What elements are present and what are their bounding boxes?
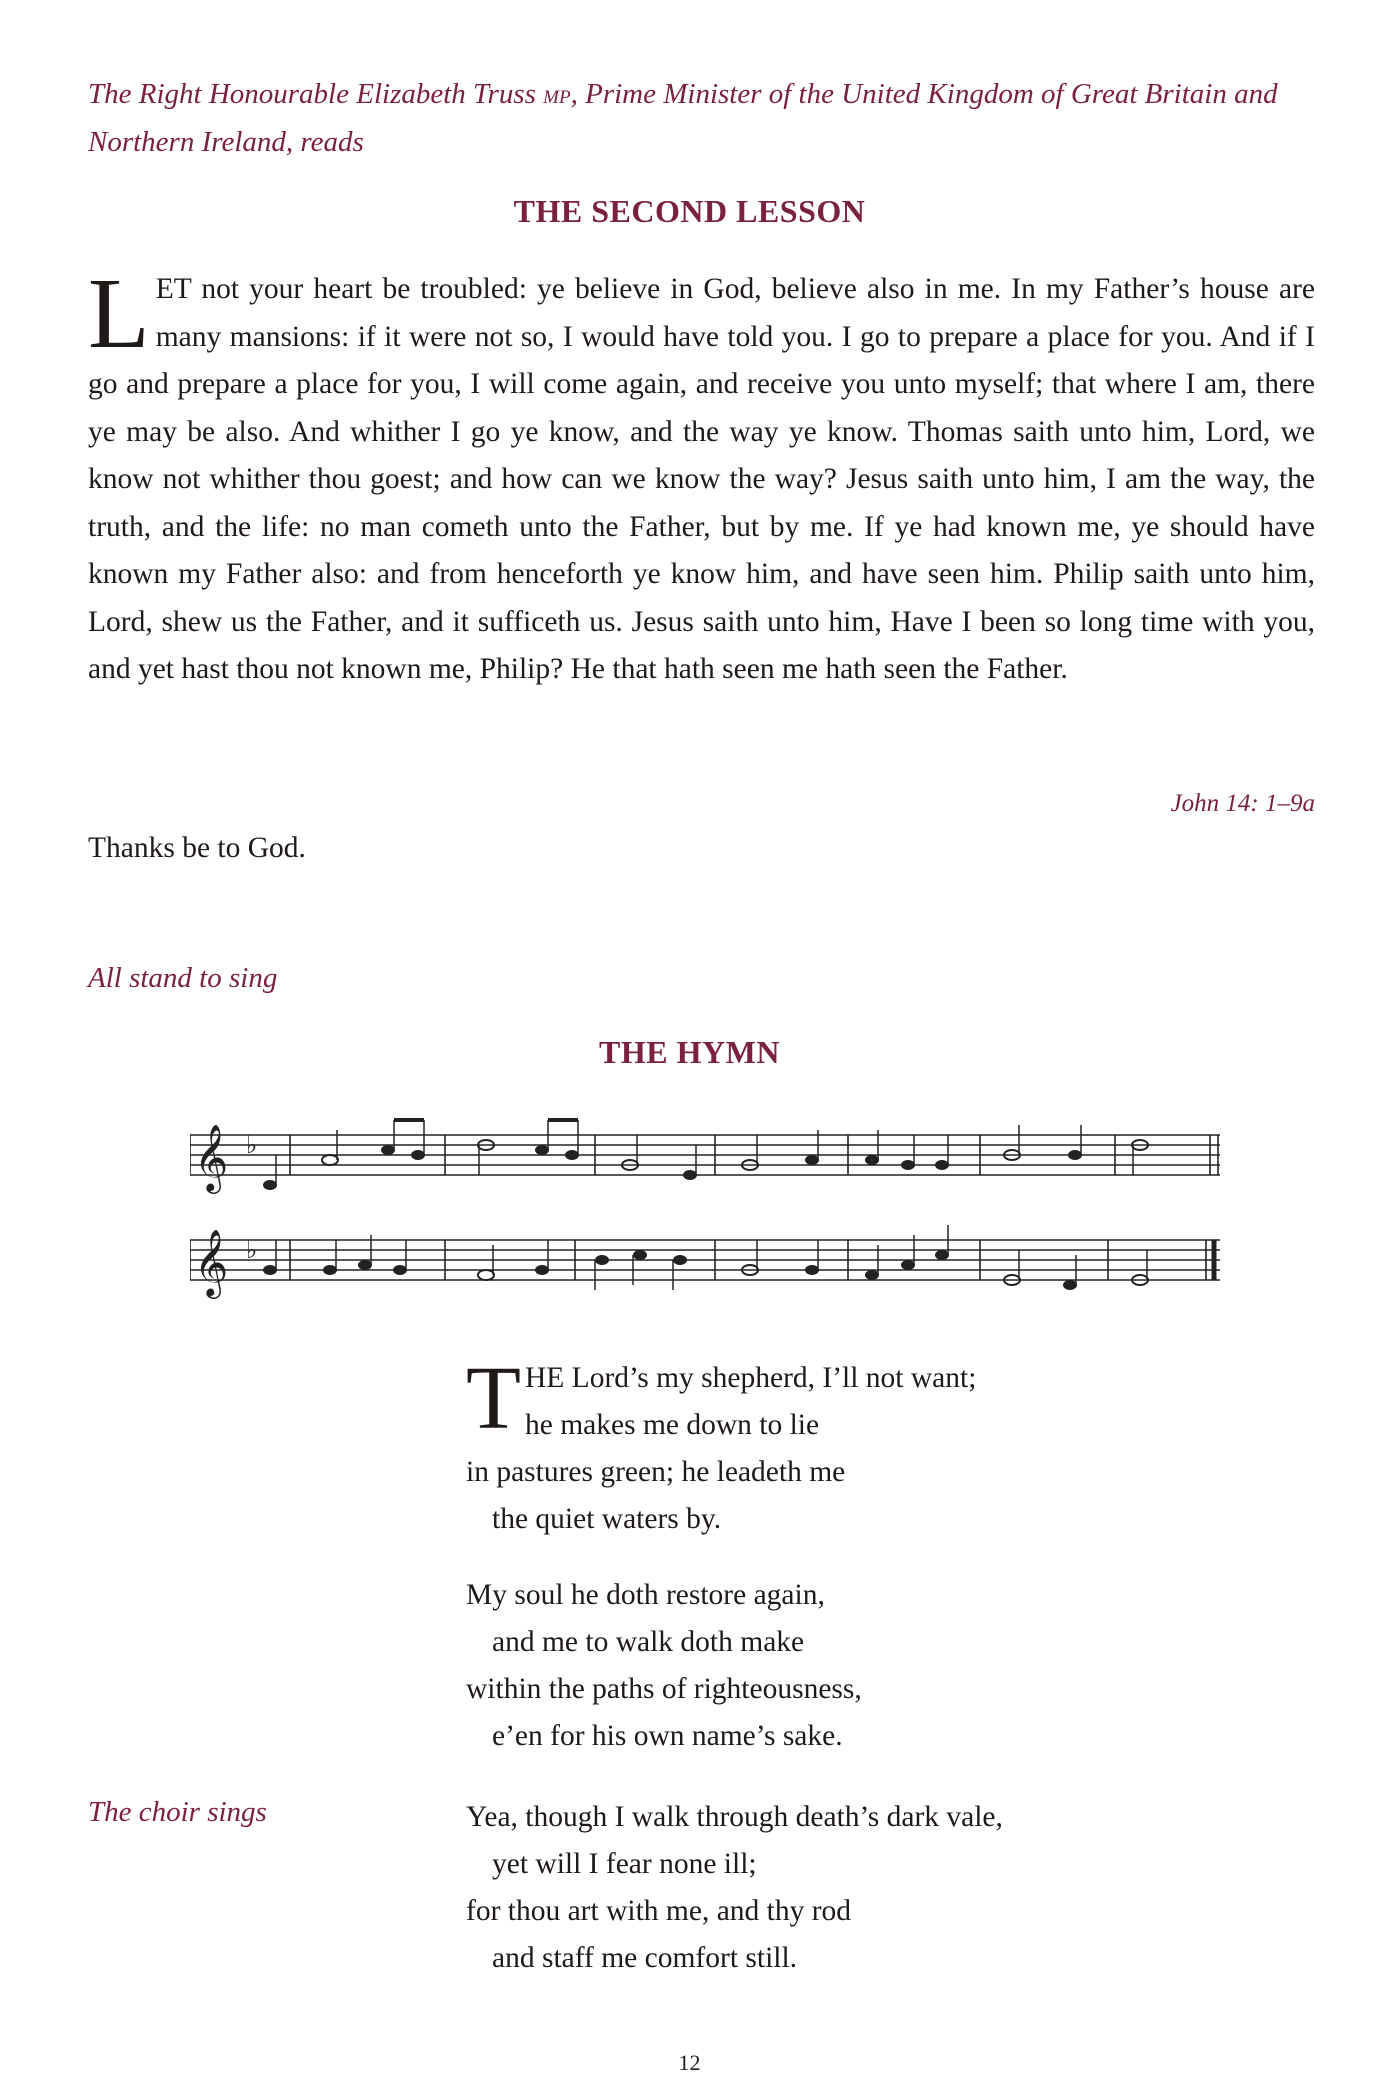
treble-clef-icon: 𝄞: [194, 1123, 229, 1191]
choir-rubric: The choir sings: [88, 1796, 267, 1828]
verse-line: yet will I fear none ill;: [492, 1848, 757, 1880]
hymn-verse-1: [466, 1349, 977, 1543]
verse-line: HE Lord’s my shepherd, I’ll not want;: [524, 1362, 977, 1394]
flat-icon: ♭: [246, 1131, 258, 1159]
verse-line: and me to walk doth make: [492, 1626, 805, 1658]
stand-rubric: All stand to sing: [88, 962, 278, 994]
lesson-text: [88, 257, 1315, 694]
verse-line: within the paths of righteousness,: [466, 1673, 862, 1705]
verse-line: and staff me comfort still.: [492, 1942, 798, 1974]
reader-rubric: [88, 72, 1323, 164]
staff-1: [190, 1135, 1220, 1175]
hymn-heading: THE HYMN: [599, 1034, 780, 1070]
lesson-response: Thanks be to God.: [88, 832, 306, 864]
hymn-verse-3: [466, 1794, 1003, 1982]
verse-dropcap: T: [466, 1349, 521, 1448]
flat-icon-2: ♭: [246, 1236, 258, 1264]
verse-line: My soul he doth restore again,: [466, 1579, 825, 1611]
hymn-music-score: [190, 1105, 1220, 1330]
verse-line: the quiet waters by.: [492, 1503, 722, 1535]
verse-line: in pastures green; he leadeth me: [466, 1456, 846, 1488]
verse-line: he makes me down to lie: [524, 1409, 820, 1441]
verse-line: e’en for his own name’s sake.: [492, 1720, 843, 1752]
verse-line: Yea, though I walk through death’s dark vale,: [466, 1801, 1003, 1833]
lesson-citation: John 14: 1–9a: [1170, 790, 1315, 817]
lesson-dropcap: L: [88, 257, 150, 369]
page-number: 12: [678, 2050, 701, 2075]
treble-clef-icon-2: 𝄞: [194, 1228, 229, 1296]
lesson-heading: THE SECOND LESSON: [513, 193, 866, 229]
lesson-body: ET not your heart be troubled: ye believe in God, believe also in me. In my Father’s house are many mansions: if it were not so, I would have told you. I go to prepare a place for you. And if I go and prepare a place for you, I will come again, and receive you unto myself; that where I am, there ye may be also. And whither I go ye know, and the way ye know. Thomas saith unto him, Lord, we know not whither thou goest; and how can we know the way? Jesus saith unto him, I am the way, the truth, and the life: no man cometh unto the Father, but by me. If ye had known me, ye should have known my Father also: and from henceforth ye know him, and have seen him. Philip saith unto him, Lord, shew us the Father, and it sufficeth us. Jesus saith unto him, Have I been so long time with you, and yet hast thou not known me, Philip? He that hath seen me hath seen the Father.: [88, 273, 1315, 685]
verse-line: for thou art with me, and thy rod: [466, 1895, 852, 1927]
reader-rubric-text-rest: , Prime Minister of the United Kingdom of Great Britain and Northern Ireland, reads: [88, 78, 1278, 158]
staff-2: [190, 1240, 1220, 1280]
reader-rubric-text: The Right Honourable Elizabeth Truss: [88, 78, 536, 110]
mp-postnominal: MP: [543, 87, 571, 108]
hymn-verse-2: [466, 1572, 862, 1760]
